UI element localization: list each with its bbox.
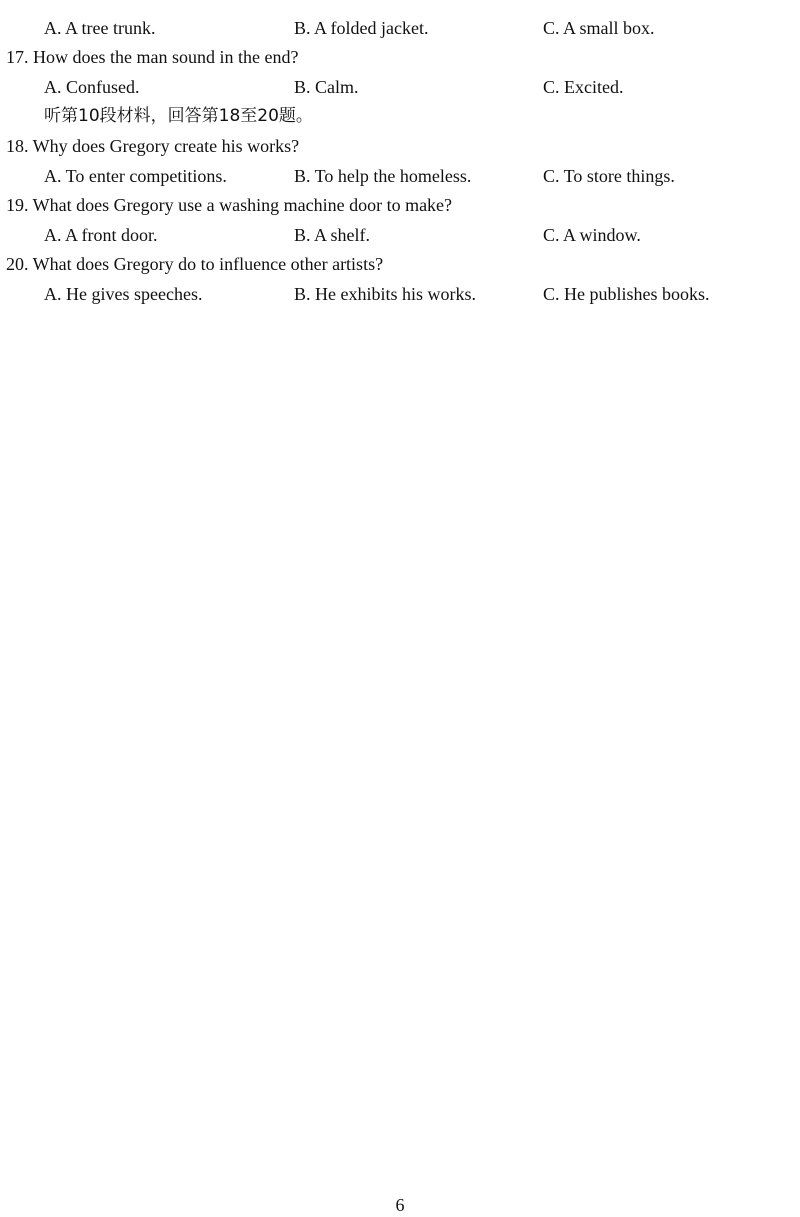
q20-option-b: B. He exhibits his works.: [294, 284, 476, 304]
question-20: 20. What does Gregory do to influence other artists?: [6, 254, 384, 274]
q16-options: [0, 16, 800, 40]
q19-option-b: B. A shelf.: [294, 225, 371, 245]
question-19: 19. What does Gregory use a washing machine door to make?: [6, 195, 453, 215]
q17-option-b: B. Calm.: [294, 77, 359, 97]
question-18: 18. Why does Gregory create his works?: [6, 136, 300, 156]
q16-option-a: A. A tree trunk.: [44, 18, 156, 38]
q19-option-a: A. A front door.: [44, 225, 158, 245]
q18-option-c: C. To store things.: [543, 166, 675, 186]
q18-options: [0, 164, 800, 188]
q19-option-c: C. A window.: [543, 225, 641, 245]
q20-option-c: C. He publishes books.: [543, 284, 710, 304]
q16-option-b: B. A folded jacket.: [294, 18, 429, 38]
q18-option-a: A. To enter competitions.: [44, 166, 227, 186]
q18-option-b: B. To help the homeless.: [294, 166, 472, 186]
section-instruction: 听第10段材料，回答第18至20题。: [44, 106, 313, 126]
q19-options: [0, 223, 800, 247]
q16-option-c: C. A small box.: [543, 18, 655, 38]
q20-options: [0, 282, 800, 306]
q17-option-a: A. Confused.: [44, 77, 140, 97]
question-17: 17. How does the man sound in the end?: [6, 47, 299, 67]
q17-options: [0, 75, 800, 99]
q17-option-c: C. Excited.: [543, 77, 624, 97]
page-number: 6: [395, 1195, 405, 1215]
q20-option-a: A. He gives speeches.: [44, 284, 203, 304]
